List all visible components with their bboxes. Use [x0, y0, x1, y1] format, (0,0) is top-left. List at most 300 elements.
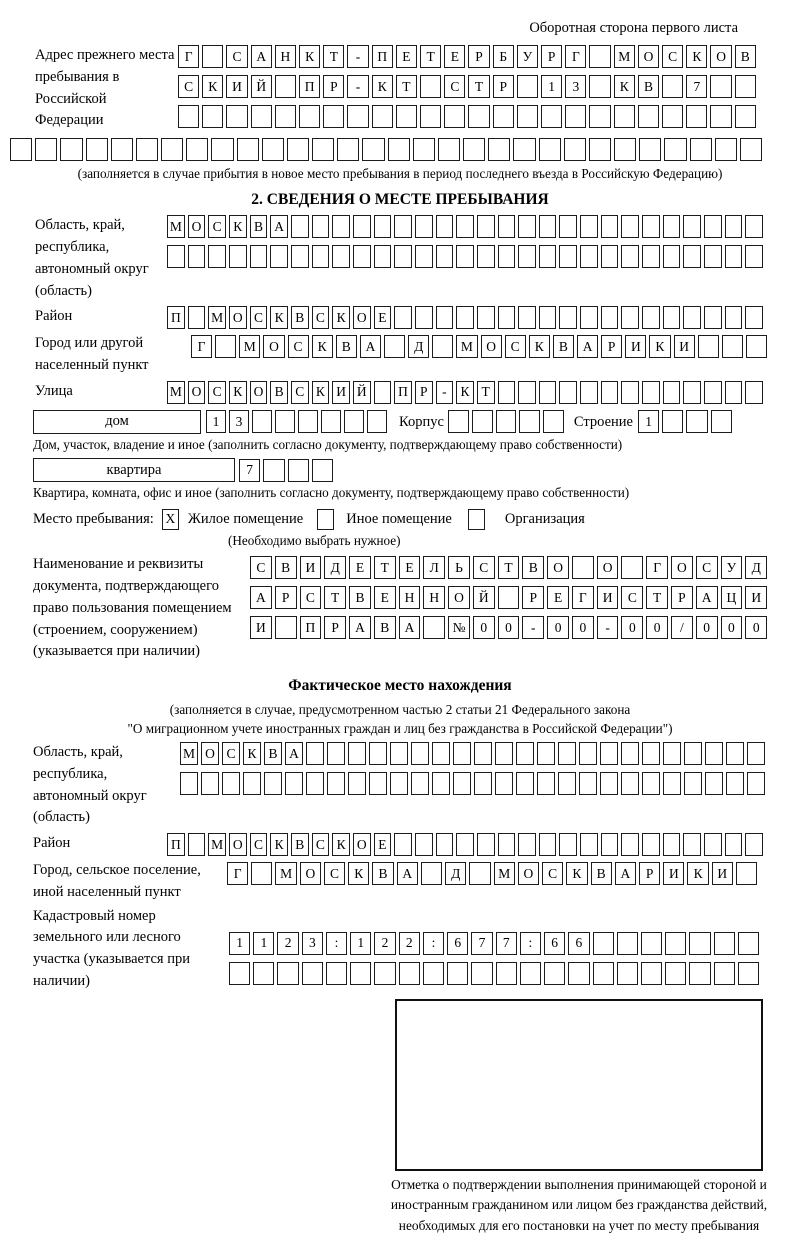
char-cell[interactable]: В [374, 616, 396, 639]
char-cell[interactable] [725, 833, 743, 856]
char-cell[interactable] [251, 862, 272, 885]
char-cell[interactable]: Р [324, 616, 346, 639]
char-cell[interactable] [683, 245, 701, 268]
char-cell[interactable]: 6 [568, 932, 589, 955]
char-cell[interactable] [684, 772, 702, 795]
char-cell[interactable]: С [312, 306, 330, 329]
char-cell[interactable] [539, 833, 557, 856]
char-cell[interactable]: М [239, 335, 260, 358]
char-cell[interactable]: 0 [621, 616, 643, 639]
char-cell[interactable]: 3 [565, 75, 586, 98]
char-cell[interactable] [456, 215, 474, 238]
char-cell[interactable] [580, 833, 598, 856]
char-cell[interactable] [474, 772, 492, 795]
char-cell[interactable]: И [250, 616, 272, 639]
char-cell[interactable]: В [291, 306, 309, 329]
char-cell[interactable] [690, 138, 712, 161]
char-cell[interactable]: : [326, 932, 347, 955]
char-cell[interactable]: Р [522, 586, 544, 609]
char-cell[interactable]: О [597, 556, 619, 579]
char-cell[interactable]: В [735, 45, 756, 68]
char-cell[interactable] [684, 742, 702, 765]
char-cell[interactable] [211, 138, 233, 161]
char-cell[interactable]: Д [745, 556, 767, 579]
char-cell[interactable] [438, 138, 460, 161]
char-cell[interactable] [663, 833, 681, 856]
char-cell[interactable] [348, 742, 366, 765]
char-cell[interactable]: С [312, 833, 330, 856]
char-cell[interactable]: 2 [277, 932, 298, 955]
char-cell[interactable]: Р [415, 381, 433, 404]
char-cell[interactable] [229, 962, 250, 985]
char-cell[interactable]: С [178, 75, 199, 98]
char-cell[interactable] [390, 742, 408, 765]
char-cell[interactable] [86, 138, 108, 161]
char-cell[interactable] [558, 742, 576, 765]
char-cell[interactable] [353, 245, 371, 268]
char-cell[interactable]: К [332, 306, 350, 329]
char-cell[interactable] [394, 245, 412, 268]
char-cell[interactable] [477, 215, 495, 238]
char-cell[interactable]: И [745, 586, 767, 609]
char-cell[interactable] [662, 105, 683, 128]
char-cell[interactable]: С [621, 586, 643, 609]
char-cell[interactable]: С [250, 833, 268, 856]
char-cell[interactable]: И [674, 335, 695, 358]
char-cell[interactable] [642, 381, 660, 404]
char-cell[interactable] [447, 962, 468, 985]
char-cell[interactable] [621, 742, 639, 765]
char-cell[interactable] [432, 742, 450, 765]
char-cell[interactable] [518, 215, 536, 238]
char-cell[interactable] [432, 772, 450, 795]
char-cell[interactable]: В [638, 75, 659, 98]
char-cell[interactable]: А [360, 335, 381, 358]
char-cell[interactable] [663, 245, 681, 268]
char-cell[interactable]: Е [396, 45, 417, 68]
char-cell[interactable] [472, 410, 493, 433]
char-cell[interactable] [453, 742, 471, 765]
char-cell[interactable]: 2 [374, 932, 395, 955]
char-cell[interactable]: М [275, 862, 296, 885]
char-cell[interactable] [589, 75, 610, 98]
char-cell[interactable]: В [372, 862, 393, 885]
char-cell[interactable]: Т [477, 381, 495, 404]
char-cell[interactable] [237, 138, 259, 161]
char-cell[interactable]: Й [473, 586, 495, 609]
char-cell[interactable] [559, 381, 577, 404]
char-cell[interactable] [270, 245, 288, 268]
char-cell[interactable]: В [250, 215, 268, 238]
char-cell[interactable]: К [229, 381, 247, 404]
char-cell[interactable]: М [167, 215, 185, 238]
char-cell[interactable] [600, 742, 618, 765]
char-cell[interactable] [347, 105, 368, 128]
char-cell[interactable] [226, 105, 247, 128]
char-cell[interactable]: И [625, 335, 646, 358]
char-cell[interactable]: 1 [229, 932, 250, 955]
char-cell[interactable] [275, 616, 297, 639]
char-cell[interactable] [463, 138, 485, 161]
char-cell[interactable] [326, 962, 347, 985]
char-cell[interactable]: В [291, 833, 309, 856]
char-cell[interactable] [201, 772, 219, 795]
char-cell[interactable]: А [615, 862, 636, 885]
char-cell[interactable] [477, 306, 495, 329]
char-cell[interactable]: Р [541, 45, 562, 68]
char-cell[interactable]: П [372, 45, 393, 68]
char-cell[interactable] [722, 335, 743, 358]
char-cell[interactable] [321, 410, 341, 433]
char-cell[interactable] [456, 306, 474, 329]
char-cell[interactable] [710, 105, 731, 128]
char-cell[interactable] [683, 833, 701, 856]
char-cell[interactable]: Р [601, 335, 622, 358]
char-cell[interactable]: К [332, 833, 350, 856]
char-cell[interactable]: У [517, 45, 538, 68]
char-cell[interactable]: К [686, 45, 707, 68]
char-cell[interactable] [202, 45, 223, 68]
char-cell[interactable] [488, 138, 510, 161]
char-cell[interactable]: С [226, 45, 247, 68]
char-cell[interactable]: С [505, 335, 526, 358]
char-cell[interactable]: Ц [721, 586, 743, 609]
char-cell[interactable] [369, 742, 387, 765]
char-cell[interactable] [420, 75, 441, 98]
char-cell[interactable] [369, 772, 387, 795]
char-cell[interactable]: : [423, 932, 444, 955]
char-cell[interactable] [312, 138, 334, 161]
char-cell[interactable] [498, 306, 516, 329]
char-cell[interactable] [477, 833, 495, 856]
char-cell[interactable]: 7 [496, 932, 517, 955]
char-cell[interactable] [572, 556, 594, 579]
char-cell[interactable]: В [275, 556, 297, 579]
char-cell[interactable] [601, 381, 619, 404]
char-cell[interactable]: 0 [745, 616, 767, 639]
char-cell[interactable]: Р [671, 586, 693, 609]
char-cell[interactable] [188, 833, 206, 856]
char-cell[interactable] [683, 306, 701, 329]
char-cell[interactable] [202, 105, 223, 128]
char-cell[interactable]: - [347, 75, 368, 98]
char-cell[interactable] [469, 862, 490, 885]
char-cell[interactable]: 3 [229, 410, 249, 433]
char-cell[interactable] [285, 772, 303, 795]
char-cell[interactable]: С [542, 862, 563, 885]
char-cell[interactable] [60, 138, 82, 161]
char-cell[interactable] [498, 245, 516, 268]
char-cell[interactable] [593, 962, 614, 985]
char-cell[interactable] [689, 962, 710, 985]
char-cell[interactable] [374, 381, 392, 404]
char-cell[interactable]: / [671, 616, 693, 639]
char-cell[interactable] [411, 742, 429, 765]
char-cell[interactable] [495, 772, 513, 795]
char-cell[interactable] [518, 381, 536, 404]
char-cell[interactable]: Б [493, 45, 514, 68]
char-cell[interactable]: - [522, 616, 544, 639]
char-cell[interactable]: Т [324, 586, 346, 609]
char-cell[interactable]: - [436, 381, 454, 404]
char-cell[interactable]: Г [191, 335, 212, 358]
char-cell[interactable] [188, 245, 206, 268]
char-cell[interactable] [287, 138, 309, 161]
char-cell[interactable] [662, 75, 683, 98]
char-cell[interactable] [683, 381, 701, 404]
char-cell[interactable] [518, 833, 536, 856]
char-cell[interactable]: Г [572, 586, 594, 609]
char-cell[interactable]: Г [646, 556, 668, 579]
char-cell[interactable] [136, 138, 158, 161]
char-cell[interactable]: № [448, 616, 470, 639]
char-cell[interactable] [745, 833, 763, 856]
char-cell[interactable] [539, 138, 561, 161]
char-cell[interactable]: О [229, 833, 247, 856]
char-cell[interactable] [495, 742, 513, 765]
char-cell[interactable] [477, 245, 495, 268]
char-cell[interactable] [394, 306, 412, 329]
char-cell[interactable]: К [202, 75, 223, 98]
char-cell[interactable]: О [188, 381, 206, 404]
char-cell[interactable] [493, 105, 514, 128]
char-cell[interactable] [589, 105, 610, 128]
char-cell[interactable]: А [285, 742, 303, 765]
char-cell[interactable]: 0 [498, 616, 520, 639]
char-cell[interactable]: М [208, 306, 226, 329]
char-cell[interactable] [642, 306, 660, 329]
char-cell[interactable] [558, 772, 576, 795]
char-cell[interactable]: К [312, 335, 333, 358]
char-cell[interactable] [621, 245, 639, 268]
char-cell[interactable] [601, 245, 619, 268]
char-cell[interactable]: К [372, 75, 393, 98]
char-cell[interactable] [250, 245, 268, 268]
char-cell[interactable]: М [456, 335, 477, 358]
char-cell[interactable] [559, 215, 577, 238]
char-cell[interactable] [498, 833, 516, 856]
char-cell[interactable] [394, 215, 412, 238]
char-cell[interactable]: 0 [572, 616, 594, 639]
char-cell[interactable]: С [473, 556, 495, 579]
char-cell[interactable]: - [347, 45, 368, 68]
char-cell[interactable] [388, 138, 410, 161]
char-cell[interactable]: К [270, 833, 288, 856]
char-cell[interactable]: 1 [541, 75, 562, 98]
char-cell[interactable] [453, 772, 471, 795]
char-cell[interactable] [642, 245, 660, 268]
char-cell[interactable] [736, 862, 757, 885]
char-cell[interactable] [323, 105, 344, 128]
char-cell[interactable]: О [448, 586, 470, 609]
char-cell[interactable] [415, 215, 433, 238]
char-cell[interactable] [188, 306, 206, 329]
char-cell[interactable] [601, 215, 619, 238]
char-cell[interactable]: Т [420, 45, 441, 68]
char-cell[interactable] [705, 742, 723, 765]
char-cell[interactable] [621, 833, 639, 856]
char-cell[interactable]: О [481, 335, 502, 358]
char-cell[interactable] [537, 772, 555, 795]
char-cell[interactable] [423, 616, 445, 639]
char-cell[interactable] [665, 962, 686, 985]
char-cell[interactable] [291, 245, 309, 268]
char-cell[interactable] [332, 245, 350, 268]
char-cell[interactable]: С [696, 556, 718, 579]
char-cell[interactable]: 1 [206, 410, 226, 433]
char-cell[interactable] [745, 245, 763, 268]
char-cell[interactable]: Д [324, 556, 346, 579]
char-cell[interactable] [516, 772, 534, 795]
char-cell[interactable] [686, 105, 707, 128]
char-cell[interactable]: П [167, 306, 185, 329]
char-cell[interactable]: А [251, 45, 272, 68]
char-cell[interactable]: В [553, 335, 574, 358]
char-cell[interactable] [288, 459, 309, 482]
char-cell[interactable] [291, 215, 309, 238]
char-cell[interactable] [539, 381, 557, 404]
char-cell[interactable]: 6 [544, 932, 565, 955]
char-cell[interactable]: И [300, 556, 322, 579]
char-cell[interactable]: К [312, 381, 330, 404]
char-cell[interactable] [664, 138, 686, 161]
char-cell[interactable] [253, 962, 274, 985]
char-cell[interactable]: К [566, 862, 587, 885]
char-cell[interactable] [519, 410, 540, 433]
char-cell[interactable]: Т [396, 75, 417, 98]
char-cell[interactable] [725, 306, 743, 329]
char-cell[interactable] [539, 215, 557, 238]
char-cell[interactable]: О [638, 45, 659, 68]
char-cell[interactable]: Т [498, 556, 520, 579]
char-cell[interactable] [704, 833, 722, 856]
char-cell[interactable]: И [663, 862, 684, 885]
char-cell[interactable] [621, 215, 639, 238]
char-cell[interactable]: - [597, 616, 619, 639]
char-cell[interactable] [362, 138, 384, 161]
char-cell[interactable]: В [591, 862, 612, 885]
char-cell[interactable] [568, 962, 589, 985]
char-cell[interactable]: М [180, 742, 198, 765]
char-cell[interactable] [593, 932, 614, 955]
char-cell[interactable] [498, 586, 520, 609]
char-cell[interactable]: 3 [302, 932, 323, 955]
char-cell[interactable] [544, 962, 565, 985]
char-cell[interactable] [517, 75, 538, 98]
char-cell[interactable] [735, 105, 756, 128]
char-cell[interactable] [541, 105, 562, 128]
char-cell[interactable] [621, 381, 639, 404]
char-cell[interactable] [350, 962, 371, 985]
char-cell[interactable]: О [300, 862, 321, 885]
char-cell[interactable]: Т [646, 586, 668, 609]
char-cell[interactable] [372, 105, 393, 128]
char-cell[interactable] [456, 833, 474, 856]
char-cell[interactable]: С [208, 381, 226, 404]
char-cell[interactable] [705, 772, 723, 795]
char-cell[interactable]: А [270, 215, 288, 238]
char-cell[interactable]: К [456, 381, 474, 404]
char-cell[interactable] [543, 410, 564, 433]
char-cell[interactable]: К [229, 215, 247, 238]
char-cell[interactable]: 0 [721, 616, 743, 639]
char-cell[interactable]: М [614, 45, 635, 68]
char-cell[interactable] [738, 962, 759, 985]
char-cell[interactable] [421, 862, 442, 885]
char-cell[interactable]: А [349, 616, 371, 639]
char-cell[interactable] [617, 932, 638, 955]
char-cell[interactable]: В [522, 556, 544, 579]
char-cell[interactable]: Р [323, 75, 344, 98]
char-cell[interactable] [413, 138, 435, 161]
char-cell[interactable] [735, 75, 756, 98]
char-cell[interactable]: К [270, 306, 288, 329]
char-cell[interactable]: О [201, 742, 219, 765]
char-cell[interactable] [498, 215, 516, 238]
char-cell[interactable] [436, 245, 454, 268]
char-cell[interactable]: О [353, 833, 371, 856]
char-cell[interactable] [394, 833, 412, 856]
char-cell[interactable]: О [353, 306, 371, 329]
char-cell[interactable] [639, 138, 661, 161]
char-cell[interactable] [327, 742, 345, 765]
char-cell[interactable] [262, 138, 284, 161]
char-cell[interactable] [642, 742, 660, 765]
char-cell[interactable]: О [710, 45, 731, 68]
char-cell[interactable] [415, 833, 433, 856]
char-cell[interactable]: В [349, 586, 371, 609]
char-cell[interactable] [601, 833, 619, 856]
char-cell[interactable]: П [299, 75, 320, 98]
char-cell[interactable] [641, 962, 662, 985]
char-cell[interactable]: Е [399, 556, 421, 579]
char-cell[interactable]: 7 [471, 932, 492, 955]
char-cell[interactable] [396, 105, 417, 128]
char-cell[interactable] [496, 962, 517, 985]
char-cell[interactable] [617, 962, 638, 985]
char-cell[interactable] [111, 138, 133, 161]
char-cell[interactable] [312, 459, 333, 482]
char-cell[interactable] [704, 215, 722, 238]
char-cell[interactable]: Р [493, 75, 514, 98]
char-cell[interactable] [399, 962, 420, 985]
char-cell[interactable]: Й [353, 381, 371, 404]
char-cell[interactable] [298, 410, 318, 433]
char-cell[interactable] [243, 772, 261, 795]
char-cell[interactable] [704, 245, 722, 268]
char-cell[interactable] [516, 742, 534, 765]
char-cell[interactable] [263, 459, 284, 482]
char-cell[interactable]: Г [227, 862, 248, 885]
char-cell[interactable] [745, 215, 763, 238]
char-cell[interactable]: Т [374, 556, 396, 579]
char-cell[interactable] [229, 245, 247, 268]
char-cell[interactable]: П [394, 381, 412, 404]
char-cell[interactable] [565, 105, 586, 128]
char-cell[interactable] [614, 105, 635, 128]
char-cell[interactable] [580, 381, 598, 404]
char-cell[interactable]: И [226, 75, 247, 98]
char-cell[interactable] [384, 335, 405, 358]
char-cell[interactable]: С [300, 586, 322, 609]
char-cell[interactable] [559, 245, 577, 268]
char-cell[interactable]: Е [547, 586, 569, 609]
char-cell[interactable]: Н [275, 45, 296, 68]
char-cell[interactable] [167, 245, 185, 268]
char-cell[interactable]: К [687, 862, 708, 885]
char-cell[interactable]: К [614, 75, 635, 98]
char-cell[interactable]: А [577, 335, 598, 358]
